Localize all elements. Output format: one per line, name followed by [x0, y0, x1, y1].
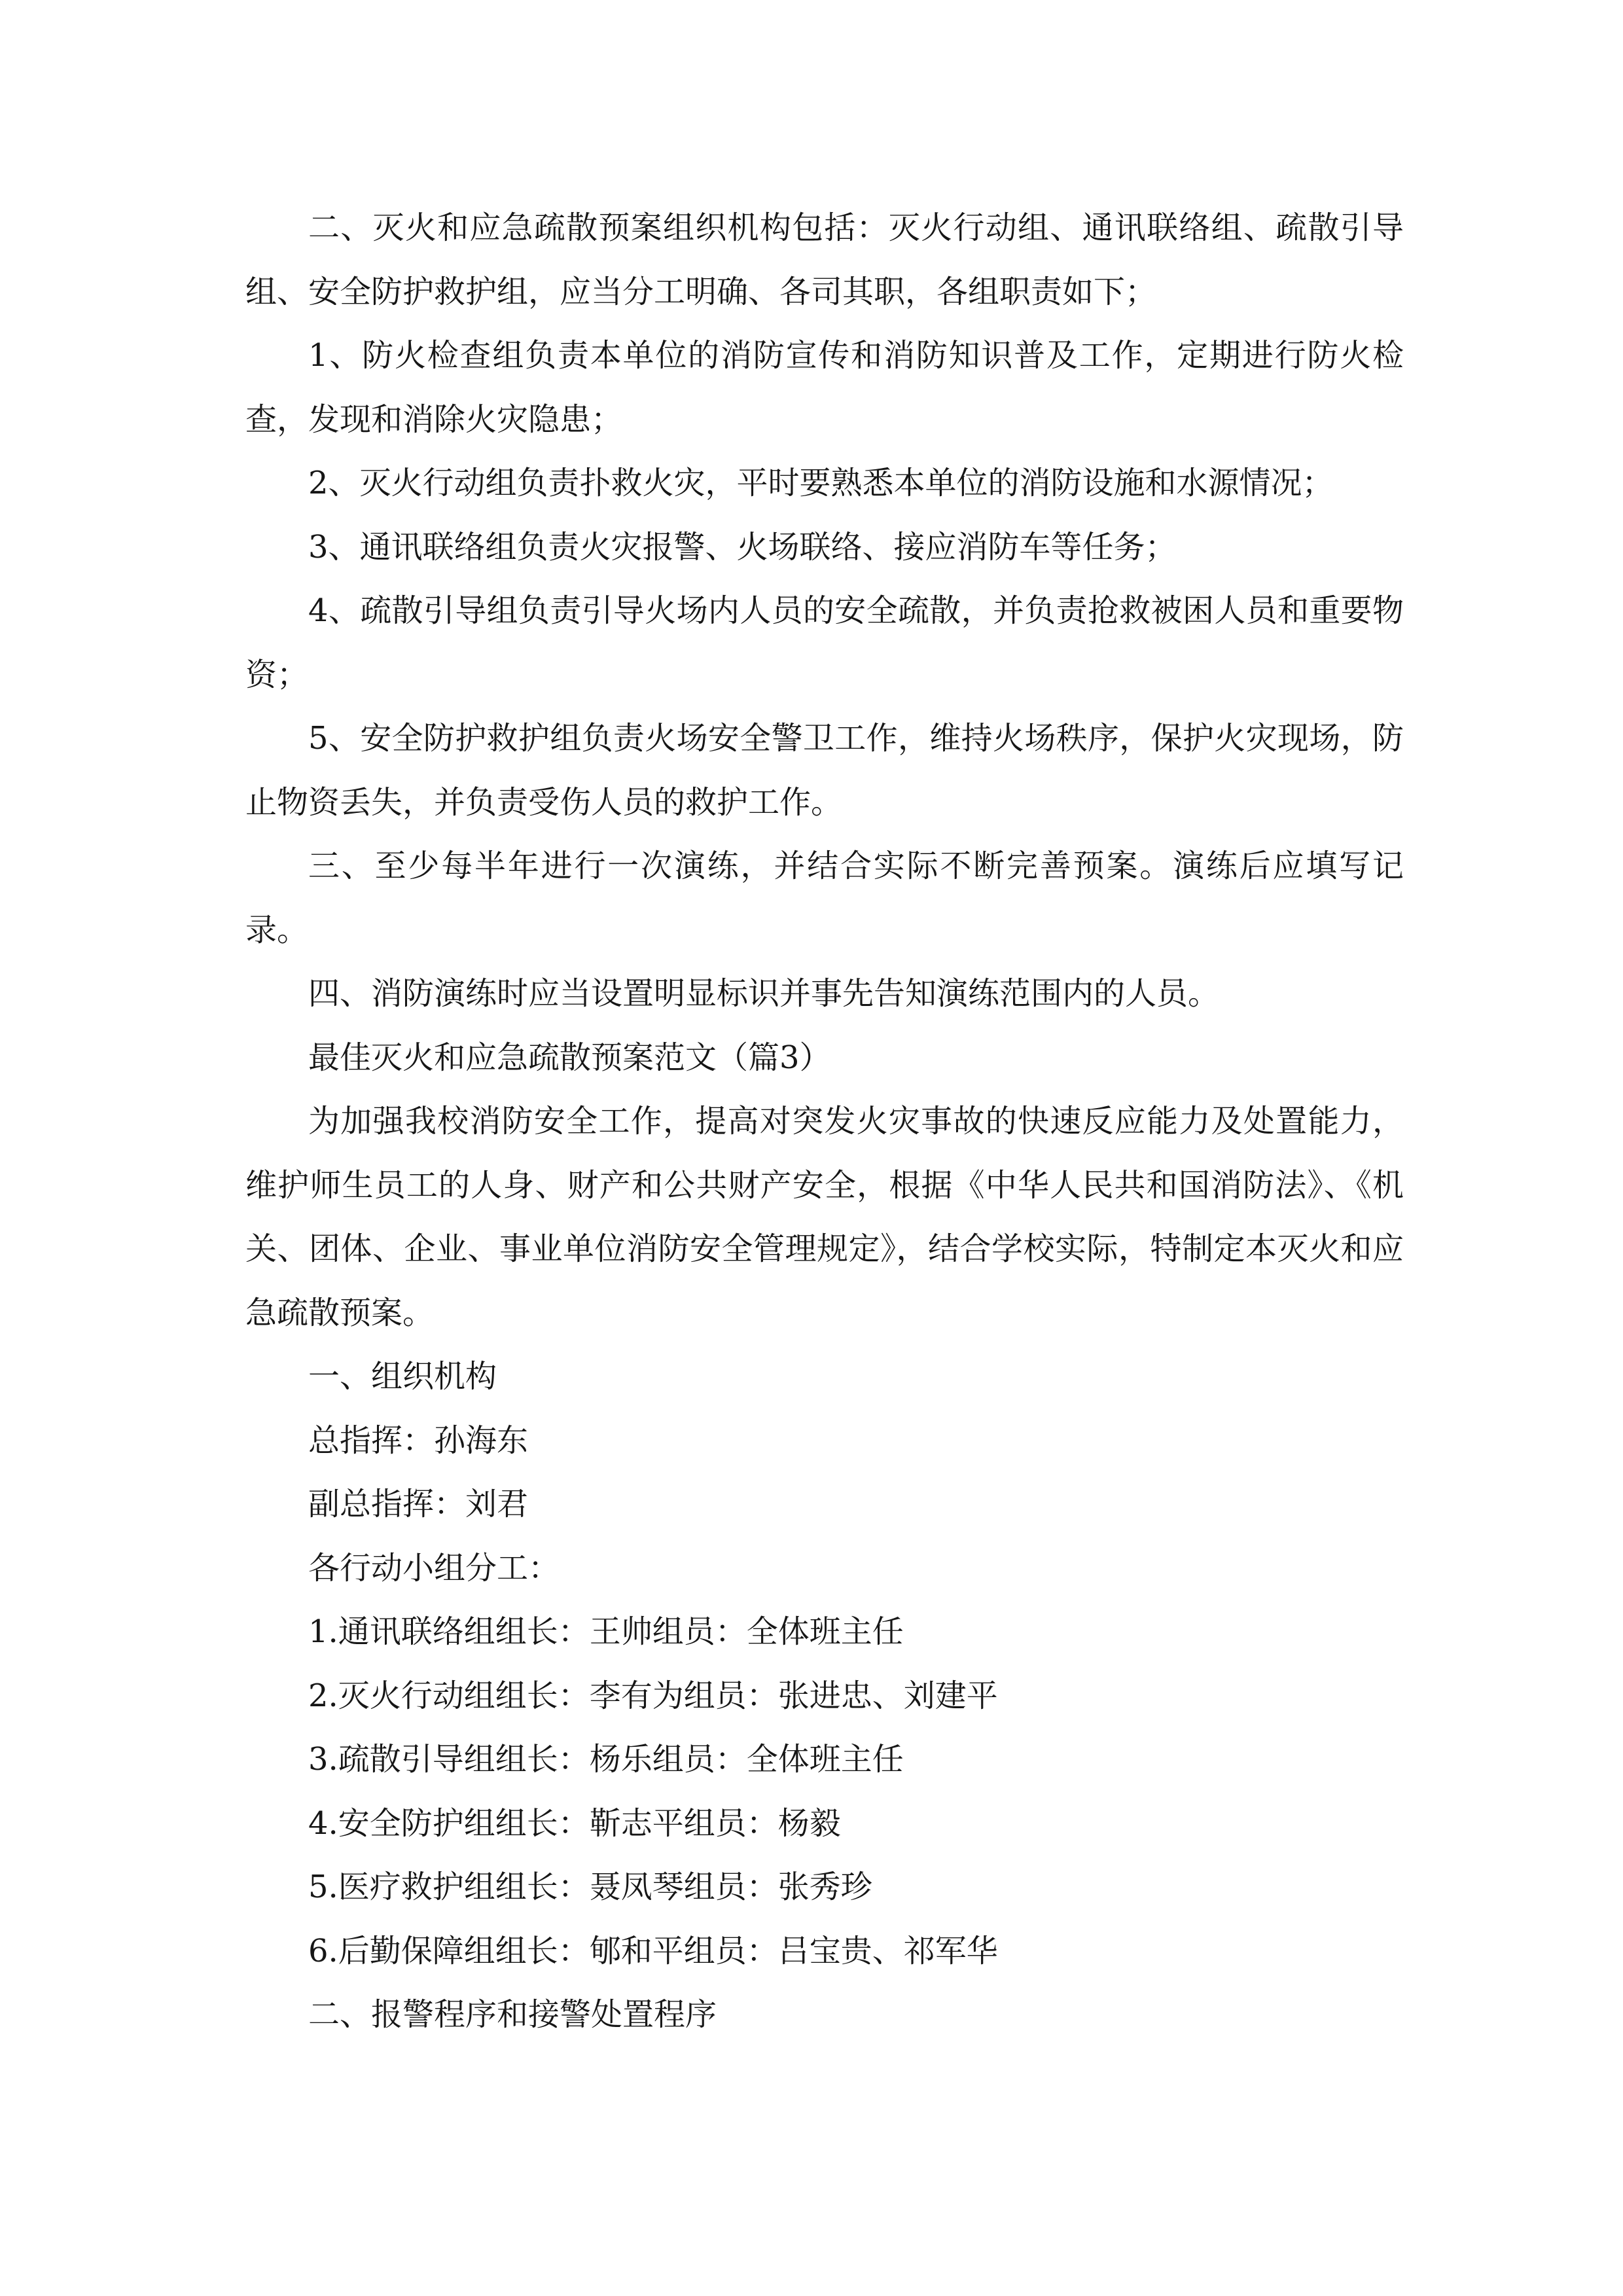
section-heading-3: 最佳灭火和应急疏散预案范文（篇3） — [308, 1039, 831, 1076]
line-group-safety: 4.安全防护组组长：靳志平组员：杨毅 — [308, 1804, 841, 1842]
paragraph-drill-frequency: 三、至少每半年进行一次演练，并结合实际不断完善预案。演练后应填写记录。 — [245, 848, 1404, 948]
paragraph-drill-notice: 四、消防演练时应当设置明显标识并事先告知演练范围内的人员。 — [308, 975, 1220, 1012]
line-commander: 总指挥：孙海东 — [308, 1422, 529, 1459]
document-body — [245, 196, 1404, 2047]
line-group-communication: 1.通讯联络组组长：王帅组员：全体班主任 — [308, 1613, 904, 1650]
line-deputy-commander: 副总指挥：刘君 — [308, 1486, 529, 1522]
paragraph-duty-3: 3、通讯联络组负责火灾报警、火场联络、接应消防车等任务； — [308, 528, 1177, 565]
line-group-medical: 5.医疗救护组组长：聂凤琴组员：张秀珍 — [308, 1869, 872, 1905]
line-group-logistics: 6.后勤保障组组长：郇和平组员：吕宝贵、祁军华 — [308, 1932, 998, 1969]
paragraph-duty-5: 5、安全防护救护组负责火场安全警卫工作，维持火场秩序，保护火灾现场，防止物资丢失，并负责受伤人员的救护工作。 — [245, 720, 1404, 821]
line-group-evacuation: 3.疏散引导组组长：杨乐组员：全体班主任 — [308, 1741, 904, 1778]
line-group-firefighting: 2.灭火行动组组长：李有为组员：张进忠、刘建平 — [308, 1677, 998, 1714]
paragraph-org-structure: 二、灭火和应急疏散预案组织机构包括：灭火行动组、通讯联络组、疏散引导组、安全防护救护组，应当分工明确、各司其职，各组职责如下； — [245, 209, 1404, 310]
heading-organization: 一、组织机构 — [308, 1358, 497, 1395]
line-groups-heading: 各行动小组分工： — [308, 1549, 560, 1587]
paragraph-purpose: 为加强我校消防安全工作，提高对突发火灾事故的快速反应能力及处置能力，维护师生员工的人身、财产和公共财产安全，根据《中华人民共和国消防法》、《机关、团体、企业、事业单位消防安全管理规定》，结合学校实际，特制定本灭火和应急疏散预案。 — [245, 1103, 1404, 1331]
paragraph-duty-4: 4、疏散引导组负责引导火场内人员的安全疏散，并负责抢救被困人员和重要物资； — [245, 592, 1404, 693]
paragraph-duty-1: 1、防火检查组负责本单位的消防宣传和消防知识普及工作，定期进行防火检查，发现和消除火灾隐患； — [245, 337, 1404, 438]
paragraph-duty-2: 2、灭火行动组负责扑救火灾，平时要熟悉本单位的消防设施和水源情况； — [308, 465, 1334, 501]
heading-alarm-procedure: 二、报警程序和接警处置程序 — [308, 1996, 717, 2033]
